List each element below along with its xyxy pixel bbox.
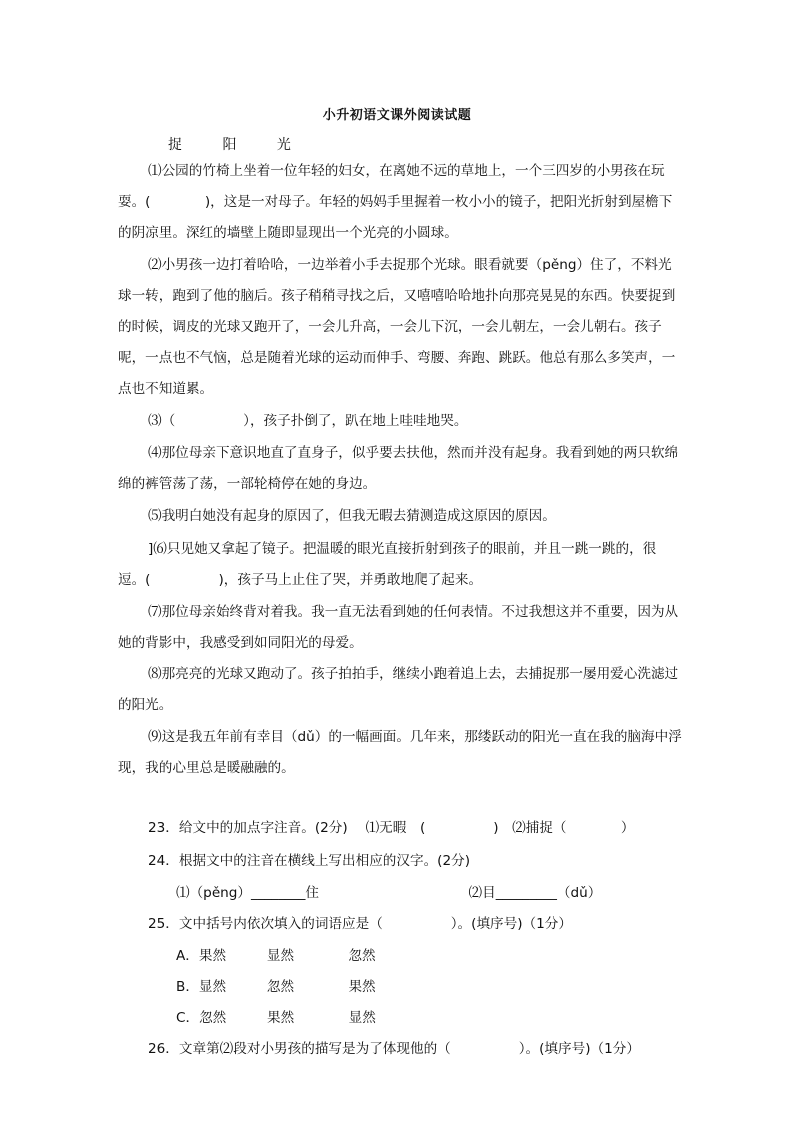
paragraph-8: ⑻那亮亮的光球又跑动了。孩子拍拍手，继续小跑着追上去，去捕捉那一屡用爱心洗滤过的阳光。 [118,666,679,713]
question-24: 24．根据文中的注音在横线上写出相应的汉字。(2分) [148,853,471,869]
paragraph-1: ⑴公园的竹椅上坐着一位年轻的妇女，在离她不远的草地上，一个三四岁的小男孩在玩耍。( )，这是一对母子。年轻的妈妈手里握着一枚小小的镜子，把阳光折射到屋檐下的阴凉里。深红的墙壁上随即显现出一个光亮的小圆球。 [118,163,673,241]
question-24-items: ⑴（pěng）________住 ⑵目_________（dǔ） [176,885,602,901]
question-25-option-b: B．显然 忽然 果然 [176,979,376,995]
paragraph-2: ⑵小男孩一边打着哈哈，一边举着小手去捉那个光球。眼看就要（pěng）住了，不料光球一转，跑到了他的脑后。孩子稍稍寻找之后，又嘻嘻哈哈地扑向那亮晃晃的东西。快要捉到的时候，调皮的光球又跑开了，一会儿升高，一会儿下沉，一会儿朝左，一会儿朝右。孩子呢，一点也不气恼，总是随着光球的运动而伸手、弯腰、奔跑、跳跃。他总有那么多笑声，一点也不知道累。 [118,257,676,397]
question-23: 23．给文中的加点字注音。(2分) ⑴无暇 ( ) ⑵捕捉（ ） [148,820,635,836]
document-title: 小升初语文课外阅读试题 [322,108,472,123]
question-26: 26．文章第⑵段对小男孩的描写是为了体现他的（ ）。(填序号)（1分） [148,1041,640,1057]
paragraph-3: ⑶（ ），孩子扑倒了，趴在地上哇哇地哭。 [148,413,468,429]
question-25-option-c: C．忽然 果然 显然 [176,1010,376,1026]
paragraph-4: ⑷那位母亲下意识地直了直身子，似乎要去扶他，然而并没有起身。我看到她的两只软绵绵的裤管荡了荡，一部轮椅停在她的身边。 [118,445,679,492]
paragraph-7: ⑺那位母亲始终背对着我。我一直无法看到她的任何表情。不过我想这并不重要，因为从她的背影中，我感受到如同阳光的母爱。 [118,604,679,651]
paragraph-6: ]⑹只见她又拿起了镜子。把温暖的眼光直接折射到孩子的眼前，并且一跳一跳的，很逗。( )，孩子马上止住了哭，并勇敢地爬了起来。 [118,541,657,588]
question-25: 25．文中括号内依次填入的词语应是（ ）。(填序号)（1分） [148,916,572,932]
question-25-option-a: A．果然 显然 忽然 [176,948,376,964]
paragraph-5: ⑸我明白她没有起身的原因了，但我无暇去猜测造成这原因的原因。 [148,508,556,524]
passage-title: 捉 阳 光 [168,137,309,153]
paragraph-9: ⑼这是我五年前有幸目（dǔ）的一幅画面。几年来，那缕跃动的阳光一直在我的脑海中浮现，我的心里总是暖融融的。 [118,729,682,776]
